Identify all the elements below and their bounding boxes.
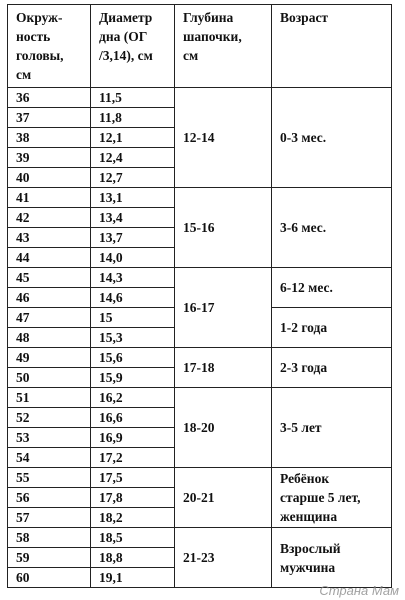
- depth-cell: 16-17: [175, 268, 272, 348]
- circumference-cell: 56: [8, 488, 91, 508]
- circumference-cell: 50: [8, 368, 91, 388]
- diameter-cell: 18,5: [91, 528, 175, 548]
- diameter-cell: 15,9: [91, 368, 175, 388]
- depth-cell: 20-21: [175, 468, 272, 528]
- header-head-circumference: Окруж- ность головы, см: [8, 5, 91, 88]
- circumference-cell: 57: [8, 508, 91, 528]
- depth-cell: 21-23: [175, 528, 272, 588]
- header-hat-depth: Глубина шапочки, см: [175, 5, 272, 88]
- circumference-cell: 45: [8, 268, 91, 288]
- circumference-cell: 36: [8, 88, 91, 108]
- diameter-cell: 19,1: [91, 568, 175, 588]
- diameter-cell: 17,5: [91, 468, 175, 488]
- circumference-cell: 53: [8, 428, 91, 448]
- depth-cell: 12-14: [175, 88, 272, 188]
- circumference-cell: 38: [8, 128, 91, 148]
- circumference-cell: 55: [8, 468, 91, 488]
- diameter-cell: 12,7: [91, 168, 175, 188]
- circumference-cell: 48: [8, 328, 91, 348]
- header-crown-diameter: Диаметр дна (ОГ /3,14), см: [91, 5, 175, 88]
- diameter-cell: 16,6: [91, 408, 175, 428]
- diameter-cell: 15,6: [91, 348, 175, 368]
- circumference-cell: 51: [8, 388, 91, 408]
- circumference-cell: 46: [8, 288, 91, 308]
- depth-cell: 17-18: [175, 348, 272, 388]
- circumference-cell: 59: [8, 548, 91, 568]
- age-cell: Ребёнок старше 5 лет, женщина: [272, 468, 392, 528]
- table-row: [8, 268, 392, 288]
- age-cell: 2-3 года: [272, 348, 392, 388]
- diameter-cell: 18,2: [91, 508, 175, 528]
- diameter-cell: 14,3: [91, 268, 175, 288]
- depth-cell: 18-20: [175, 388, 272, 468]
- circumference-cell: 40: [8, 168, 91, 188]
- diameter-cell: 17,8: [91, 488, 175, 508]
- diameter-cell: 14,0: [91, 248, 175, 268]
- age-cell: Взрослый мужчина: [272, 528, 392, 588]
- diameter-cell: 17,2: [91, 448, 175, 468]
- table-row: [8, 468, 392, 488]
- watermark: Страна Мам: [319, 583, 399, 598]
- diameter-cell: 14,6: [91, 288, 175, 308]
- diameter-cell: 12,1: [91, 128, 175, 148]
- header-row: [8, 5, 392, 88]
- circumference-cell: 39: [8, 148, 91, 168]
- diameter-cell: 16,9: [91, 428, 175, 448]
- age-cell: 3-6 мес.: [272, 188, 392, 268]
- table-row: [8, 188, 392, 208]
- circumference-cell: 41: [8, 188, 91, 208]
- depth-cell: 15-16: [175, 188, 272, 268]
- table-row: [8, 88, 392, 108]
- circumference-cell: 42: [8, 208, 91, 228]
- head-size-table: [7, 4, 392, 588]
- circumference-cell: 43: [8, 228, 91, 248]
- age-cell: 0-3 мес.: [272, 88, 392, 188]
- age-cell: 1-2 года: [272, 308, 392, 348]
- circumference-cell: 54: [8, 448, 91, 468]
- diameter-cell: 11,8: [91, 108, 175, 128]
- circumference-cell: 58: [8, 528, 91, 548]
- table-row: [8, 348, 392, 368]
- age-cell: 6-12 мес.: [272, 268, 392, 308]
- diameter-cell: 15: [91, 308, 175, 328]
- diameter-cell: 13,7: [91, 228, 175, 248]
- circumference-cell: 37: [8, 108, 91, 128]
- diameter-cell: 16,2: [91, 388, 175, 408]
- circumference-cell: 49: [8, 348, 91, 368]
- diameter-cell: 13,4: [91, 208, 175, 228]
- age-cell: 3-5 лет: [272, 388, 392, 468]
- diameter-cell: 13,1: [91, 188, 175, 208]
- diameter-cell: 12,4: [91, 148, 175, 168]
- circumference-cell: 60: [8, 568, 91, 588]
- diameter-cell: 18,8: [91, 548, 175, 568]
- circumference-cell: 52: [8, 408, 91, 428]
- table-row: [8, 528, 392, 548]
- circumference-cell: 44: [8, 248, 91, 268]
- table-row: [8, 388, 392, 408]
- diameter-cell: 15,3: [91, 328, 175, 348]
- circumference-cell: 47: [8, 308, 91, 328]
- header-age: Возраст: [272, 5, 392, 88]
- diameter-cell: 11,5: [91, 88, 175, 108]
